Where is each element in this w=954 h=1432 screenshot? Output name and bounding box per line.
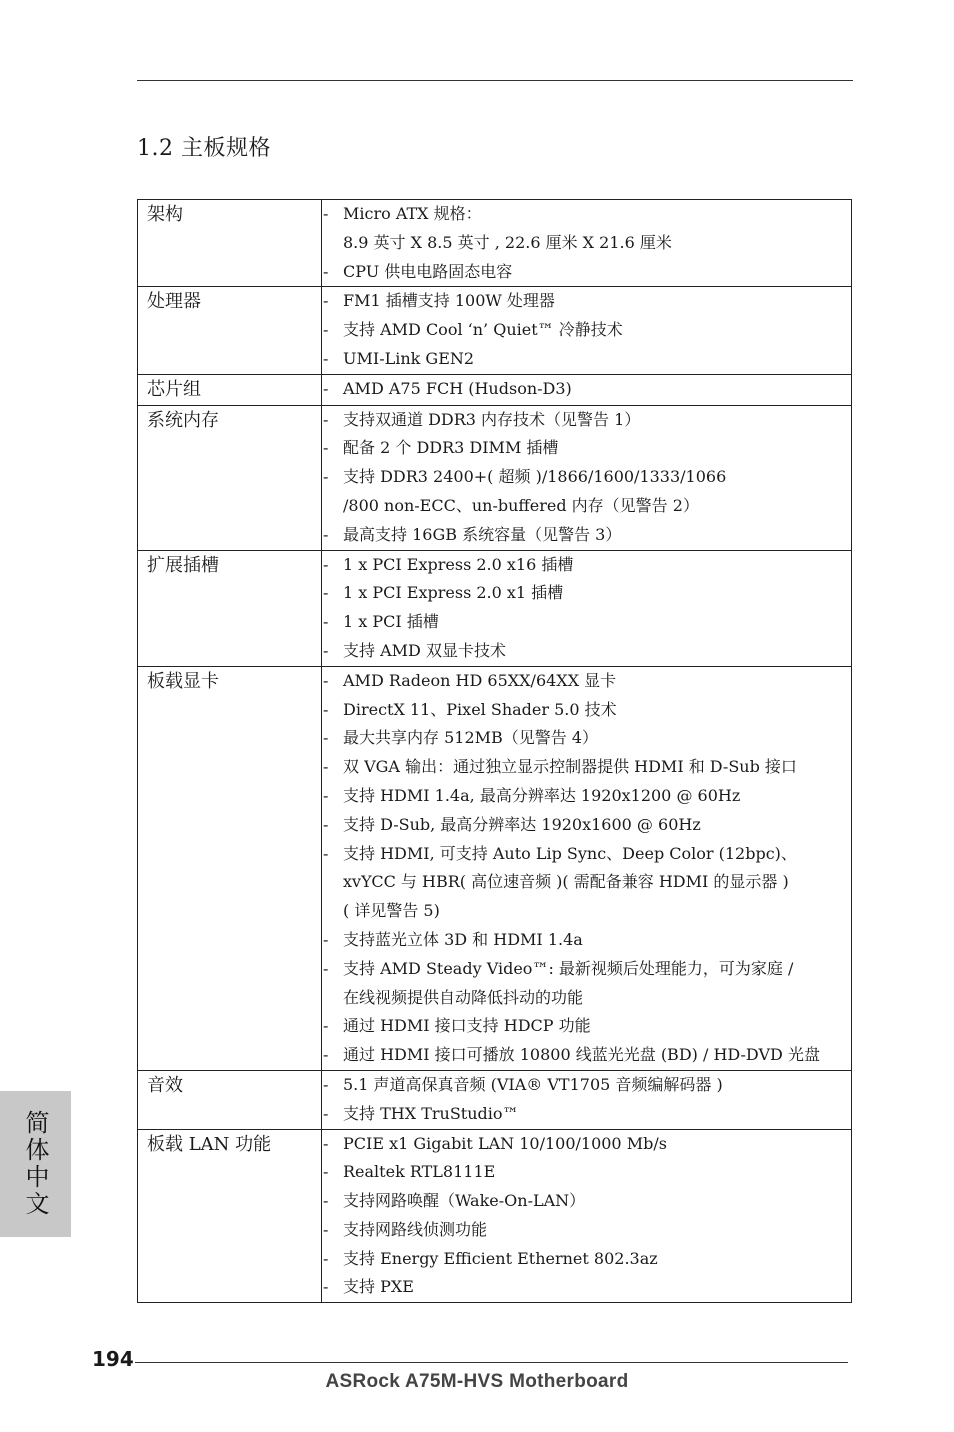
spec-item: [322, 375, 851, 404]
spec-items: [322, 1070, 852, 1129]
spec-row: [138, 1129, 852, 1303]
spec-item: [322, 840, 851, 869]
spec-item: [322, 316, 851, 345]
spec-category: 系统内存: [138, 405, 322, 550]
spec-item: [322, 724, 851, 753]
spec-item-text: 1 x PCI 插槽: [343, 612, 439, 632]
spec-item-text: 最大共享内存 512MB（见警告 4）: [343, 728, 599, 748]
bullet-dash: -: [323, 1219, 329, 1239]
spec-item: [322, 579, 851, 608]
spec-item: [322, 434, 851, 463]
spec-item-text: 通过 HDMI 接口可播放 10800 线蓝光光盘 (BD) / HD-DVD 光盘: [343, 1045, 820, 1065]
bullet-dash: -: [323, 757, 329, 777]
spec-row: [138, 287, 852, 374]
spec-item-text: /800 non-ECC、un-buffered 内存（见警告 2）: [343, 495, 699, 515]
spec-row: [138, 550, 852, 666]
spec-table-body: [138, 200, 852, 1303]
spec-item: [322, 1216, 851, 1245]
bullet-dash: -: [323, 291, 329, 311]
spec-item-text: 在线视频提供自动降低抖动的功能: [343, 987, 584, 1007]
spec-item-text: 1 x PCI Express 2.0 x1 插槽: [343, 583, 564, 603]
spec-item-text: CPU 供电电路固态电容: [343, 261, 513, 281]
spec-item: [322, 984, 851, 1013]
spec-item-text: 1 x PCI Express 2.0 x16 插槽: [343, 554, 574, 574]
footer-product-name: ASRock A75M-HVS Motherboard: [325, 1371, 629, 1392]
spec-item: [322, 1245, 851, 1274]
spec-item-text: 支持网路唤醒（Wake-On-LAN）: [343, 1191, 586, 1211]
bullet-dash: -: [323, 958, 329, 978]
bullet-dash: -: [323, 843, 329, 863]
spec-item: [322, 1273, 851, 1302]
spec-item-text: 支持 D-Sub, 最高分辨率达 1920x1600 @ 60Hz: [343, 814, 701, 834]
bullet-dash: -: [323, 1074, 329, 1094]
spec-row: [138, 1070, 852, 1129]
spec-item-text: 8.9 英寸 X 8.5 英寸 , 22.6 厘米 X 21.6 厘米: [343, 232, 672, 252]
spec-item-text: 支持 AMD Steady Video™: 最新视频后处理能力，可为家庭 /: [343, 958, 794, 978]
bullet-dash: -: [323, 1016, 329, 1036]
spec-item: [322, 1130, 851, 1159]
spec-item-text: Realtek RTL8111E: [343, 1162, 496, 1182]
bullet-dash: -: [323, 1191, 329, 1211]
bullet-dash: -: [323, 612, 329, 632]
bullet-dash: -: [323, 438, 329, 458]
spec-category: 处理器: [138, 287, 322, 374]
spec-row: [138, 405, 852, 550]
bullet-dash: -: [323, 1133, 329, 1153]
spec-category: 音效: [138, 1070, 322, 1129]
spec-item: [322, 782, 851, 811]
spec-table: [137, 199, 852, 1303]
spec-item: [322, 811, 851, 840]
spec-item: [322, 955, 851, 984]
spec-item: [322, 521, 851, 550]
bullet-dash: -: [323, 785, 329, 805]
spec-item: [322, 1100, 851, 1129]
spec-items: [322, 287, 852, 374]
bullet-dash: -: [323, 204, 329, 223]
spec-category: 板载 LAN 功能: [138, 1129, 322, 1303]
spec-item-text: 双 VGA 输出：通过独立显示控制器提供 HDMI 和 D-Sub 接口: [343, 757, 797, 777]
bullet-dash: -: [323, 814, 329, 834]
language-side-tab-label: 简体中文: [21, 1110, 49, 1218]
spec-item-text: AMD Radeon HD 65XX/64XX 显卡: [343, 670, 617, 690]
spec-item-text: 配备 2 个 DDR3 DIMM 插槽: [343, 438, 559, 458]
spec-item: [322, 1012, 851, 1041]
spec-item-text: 支持 PXE: [343, 1277, 414, 1297]
spec-category: 芯片组: [138, 374, 322, 405]
spec-items: [322, 1129, 852, 1303]
spec-item-text: 支持双通道 DDR3 内存技术（见警告 1）: [343, 409, 641, 429]
spec-item-text: 通过 HDMI 接口支持 HDCP 功能: [343, 1016, 591, 1036]
bullet-dash: -: [323, 1248, 329, 1268]
spec-item-text: Micro ATX 规格：: [343, 204, 482, 223]
bullet-dash: -: [323, 1103, 329, 1123]
spec-item-text: 支持 HDMI, 可支持 Auto Lip Sync、Deep Color (12bpc)、: [343, 843, 797, 863]
spec-item: [322, 1071, 851, 1100]
spec-item-text: 5.1 声道高保真音频 (VIA® VT1705 音频编解码器 ): [343, 1074, 723, 1094]
bullet-dash: -: [323, 929, 329, 949]
spec-item: [322, 229, 851, 258]
spec-item: [322, 551, 851, 580]
bullet-dash: -: [323, 670, 329, 690]
spec-item-text: 支持蓝光立体 3D 和 HDMI 1.4a: [343, 929, 583, 949]
spec-category: 架构: [138, 200, 322, 287]
spec-row: [138, 374, 852, 405]
spec-row: [138, 666, 852, 1070]
spec-item: [322, 608, 851, 637]
page-number: 194: [92, 1347, 134, 1371]
spec-item-text: 支持 THX TruStudio™: [343, 1103, 519, 1123]
bullet-dash: -: [323, 378, 329, 398]
spec-item: [322, 897, 851, 926]
bullet-dash: -: [323, 640, 329, 660]
spec-item: [322, 753, 851, 782]
bullet-dash: -: [323, 524, 329, 544]
bullet-dash: -: [323, 409, 329, 429]
spec-item-text: 支持 Energy Efficient Ethernet 802.3az: [343, 1248, 658, 1268]
bullet-dash: -: [323, 583, 329, 603]
spec-item: [322, 1041, 851, 1070]
spec-category: 板载显卡: [138, 666, 322, 1070]
spec-item-text: 支持网路线侦测功能: [343, 1219, 488, 1239]
bullet-dash: -: [323, 467, 329, 487]
spec-item-text: 支持 HDMI 1.4a, 最高分辨率达 1920x1200 @ 60Hz: [343, 785, 741, 805]
spec-item: [322, 926, 851, 955]
spec-item-text: FM1 插槽支持 100W 处理器: [343, 291, 555, 311]
spec-items: [322, 405, 852, 550]
spec-item-text: 最高支持 16GB 系统容量（见警告 3）: [343, 524, 622, 544]
spec-items: [322, 374, 852, 405]
bullet-dash: -: [323, 1277, 329, 1297]
spec-item: [322, 1158, 851, 1187]
top-rule: [137, 80, 853, 81]
spec-item: [322, 696, 851, 725]
spec-item-text: xvYCC 与 HBR( 高位速音频 )( 需配备兼容 HDMI 的显示器 ): [343, 872, 789, 892]
spec-item: [322, 463, 851, 492]
spec-item: [322, 492, 851, 521]
spec-item: [322, 258, 851, 287]
spec-items: [322, 666, 852, 1070]
spec-item-text: DirectX 11、Pixel Shader 5.0 技术: [343, 699, 617, 719]
spec-item: [322, 406, 851, 435]
spec-items: [322, 550, 852, 666]
spec-item: [322, 200, 851, 229]
spec-item-text: AMD A75 FCH (Hudson-D3): [343, 378, 572, 398]
spec-items: [322, 200, 852, 287]
spec-item-text: 支持 DDR3 2400+( 超频 )/1866/1600/1333/1066: [343, 467, 727, 487]
bullet-dash: -: [323, 1045, 329, 1065]
spec-item: [322, 1187, 851, 1216]
section-title: 1.2 主板规格: [137, 136, 271, 161]
spec-item: [322, 287, 851, 316]
spec-item: [322, 667, 851, 696]
bottom-rule: [135, 1362, 848, 1363]
language-side-tab: [0, 1091, 71, 1237]
bullet-dash: -: [323, 261, 329, 281]
spec-item-text: PCIE x1 Gigabit LAN 10/100/1000 Mb/s: [343, 1133, 667, 1153]
bullet-dash: -: [323, 1162, 329, 1182]
bullet-dash: -: [323, 554, 329, 574]
bullet-dash: -: [323, 699, 329, 719]
spec-item-text: 支持 AMD Cool ‘n’ Quiet™ 冷静技术: [343, 320, 623, 340]
spec-item-text: 支持 AMD 双显卡技术: [343, 640, 506, 660]
bullet-dash: -: [323, 728, 329, 748]
spec-item-text: ( 详见警告 5): [343, 901, 440, 921]
spec-row: [138, 200, 852, 287]
spec-item: [322, 345, 851, 374]
spec-item-text: UMI-Link GEN2: [343, 348, 475, 368]
spec-item: [322, 637, 851, 666]
spec-category: 扩展插槽: [138, 550, 322, 666]
bullet-dash: -: [323, 348, 329, 368]
spec-item: [322, 868, 851, 897]
bullet-dash: -: [323, 320, 329, 340]
